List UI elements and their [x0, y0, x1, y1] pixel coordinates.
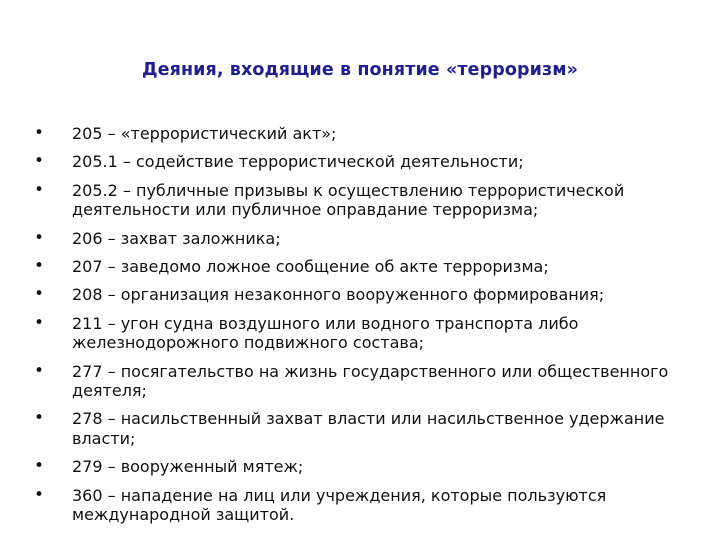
list-item [34, 124, 674, 143]
list-item [34, 229, 674, 248]
list-item-text: 360 – нападение на лиц или учреждения, которые пользуются международной защитой. [72, 485, 607, 525]
list-item-text: 205.1 – содействие террористической деятельности; [72, 152, 524, 172]
list-item [34, 486, 674, 525]
list-item [34, 285, 674, 304]
list-item [34, 257, 674, 276]
list-item [34, 362, 674, 401]
list-item-text: 278 – насильственный захват власти или насильственное удержание власти; [72, 409, 665, 448]
bullet-icon: • [34, 360, 45, 381]
list-item-text: 208 – организация незаконного вооруженного формирования; [72, 285, 605, 305]
bullet-icon: • [34, 123, 45, 143]
bullet-icon: • [34, 151, 45, 172]
bullet-icon: • [34, 312, 45, 333]
article-list [34, 124, 674, 534]
bullet-icon: • [34, 284, 45, 305]
list-item-text: 207 – заведомо ложное сообщение об акте терроризма; [72, 257, 549, 277]
list-item-text: 277 – посягательство на жизнь государственного или общественного деятеля; [72, 361, 669, 401]
list-item-text: 205 – «террористический акт»; [72, 124, 337, 143]
list-item-text: 279 – вооруженный мятеж; [72, 457, 304, 477]
list-item [34, 409, 674, 448]
bullet-icon: • [34, 227, 45, 248]
bullet-icon: • [34, 408, 45, 429]
list-item [34, 457, 674, 476]
list-item-text: 211 – угон судна воздушного или водного транспорта либо железнодорожного подвижного состава; [72, 313, 579, 353]
list-item [34, 314, 674, 353]
list-item [34, 181, 674, 220]
list-item-text: 206 – захват заложника; [72, 228, 281, 248]
bullet-icon: • [34, 456, 45, 477]
list-item [34, 152, 674, 171]
bullet-icon: • [34, 179, 45, 200]
slide-title: Деяния, входящие в понятие «терроризм» [141, 60, 579, 80]
bullet-icon: • [34, 256, 45, 277]
bullet-icon: • [34, 484, 45, 505]
list-item-text: 205.2 – публичные призывы к осуществлению террористической деятельности или публичное оправдание терроризма; [72, 180, 625, 220]
